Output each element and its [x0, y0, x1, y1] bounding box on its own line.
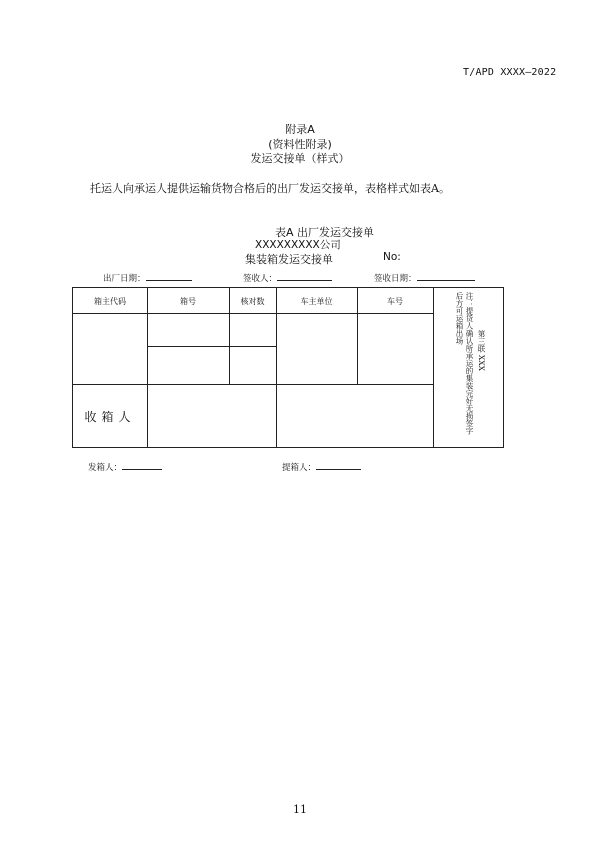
header-divider — [73, 313, 433, 314]
sender-blank[interactable] — [122, 460, 162, 470]
signer-label: 签收人： — [243, 274, 278, 284]
sender-field — [88, 460, 162, 473]
document-title: 集装箱发运交接单 — [245, 253, 333, 266]
out-date-field — [103, 271, 192, 284]
picker-label: 提箱人： — [282, 463, 317, 473]
signer-field — [243, 271, 332, 284]
number-label: No: — [383, 251, 401, 263]
company-name: XXXXXXXXX公司 — [255, 239, 341, 251]
signer-blank[interactable] — [277, 271, 332, 281]
picker-field — [282, 460, 361, 473]
copy-label: 第三联 XXX — [477, 330, 486, 371]
table-title: 表A 出厂发运交接单 — [275, 226, 375, 239]
header-owner-code: 箱主代码 — [94, 297, 126, 306]
header-vehicle-owner: 车主单位 — [300, 297, 333, 306]
page-number: 11 — [293, 803, 307, 816]
col-divider-3 — [276, 288, 277, 447]
col-divider-1 — [147, 288, 148, 447]
row-divider-middle — [147, 346, 277, 347]
standard-code: T/APD XXXX—2022 — [463, 67, 557, 78]
header-container-no: 箱号 — [180, 297, 196, 306]
row-divider-bottom — [73, 384, 433, 385]
side-note-main: 注：提货人确认所承运的集装完好无损签字 — [465, 292, 474, 435]
appendix-title: 附录A — [285, 123, 315, 136]
intro-paragraph: 托运人向承运人提供运输货物合格后的出厂发运交接单，表格样式如表A。 — [90, 182, 450, 195]
sender-label: 发箱人： — [88, 463, 123, 473]
appendix-subtitle: 发运交接单（样式） — [250, 152, 350, 165]
sign-date-blank[interactable] — [417, 271, 475, 281]
out-date-label: 出厂日期： — [103, 274, 146, 284]
header-check-count: 核对数 — [240, 297, 265, 306]
appendix-type: (资料性附录) — [268, 138, 332, 151]
picker-blank[interactable] — [316, 460, 361, 470]
receiver-label: 收箱人 — [84, 410, 136, 424]
sign-date-field — [374, 271, 475, 284]
sign-date-label: 签收日期： — [374, 274, 417, 284]
col-divider-5 — [433, 288, 434, 447]
side-note-second: 后方可运箱出场 — [455, 292, 464, 345]
header-vehicle-no: 车号 — [387, 297, 403, 306]
handover-table — [72, 287, 504, 448]
out-date-blank[interactable] — [146, 271, 192, 281]
